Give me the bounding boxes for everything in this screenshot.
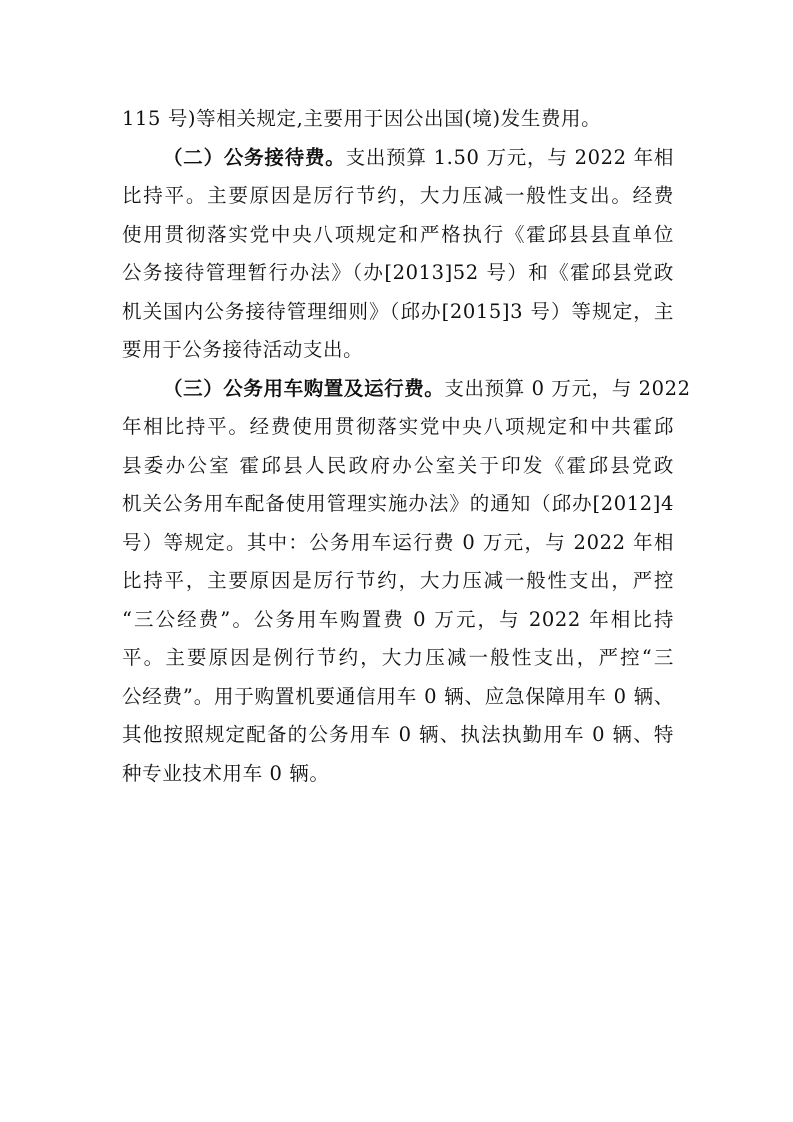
text-line: 其他按照规定配备的公务用车 0 辆、执法执勤用车 0 辆、特 bbox=[122, 723, 674, 746]
paragraph-first-line bbox=[122, 139, 674, 178]
paragraph-first-line bbox=[122, 370, 691, 409]
text-span: 支出预算 0 万元，与 2022 bbox=[444, 376, 691, 400]
text-line: “三公经费”。公务用车购置费 0 万元，与 2022 年相比持 bbox=[122, 607, 674, 631]
text-line: 115 号)等相关规定,主要用于因公出国(境)发生费用。 bbox=[122, 107, 602, 130]
text-line: 县委办公室 霍邱县人民政府办公室关于印发《霍邱县党政 bbox=[122, 453, 674, 477]
text-line: 比持平。主要原因是厉行节约，大力压减一般性支出。经费 bbox=[122, 184, 674, 207]
text-line: 要用于公务接待活动支出。 bbox=[122, 338, 364, 361]
section-heading-reception: （二）公务接待费。 bbox=[163, 145, 346, 169]
paragraph-official-reception bbox=[122, 139, 674, 370]
text-span: 支出预算 1.50 万元，与 2022 年相 bbox=[345, 145, 674, 169]
text-line: 公经费”。用于购置机要通信用车 0 辆、应急保障用车 0 辆、 bbox=[122, 684, 674, 708]
text-line: 比持平，主要原因是厉行节约，大力压减一般性支出，严控 bbox=[122, 569, 674, 592]
text-line: 机关国内公务接待管理细则》（邱办[2015]3 号）等规定，主 bbox=[122, 299, 674, 323]
paragraph-foreign-travel bbox=[122, 100, 674, 139]
document-body bbox=[122, 100, 691, 793]
paragraph-official-vehicles bbox=[122, 370, 691, 794]
text-line: 机关公务用车配备使用管理实施办法》的通知（邱办[2012]4 bbox=[122, 492, 674, 515]
text-line: 公务接待管理暂行办法》（办[2013]52 号）和《霍邱县党政 bbox=[122, 261, 674, 284]
text-line: 平。主要原因是例行节约，大力压减一般性支出，严控“三 bbox=[122, 646, 674, 669]
text-line: 种专业技术用车 0 辆。 bbox=[122, 761, 330, 785]
text-line: 年相比持平。经费使用贯彻落实党中央八项规定和中共霍邱 bbox=[122, 415, 674, 438]
section-heading-vehicles: （三）公务用车购置及运行费。 bbox=[163, 376, 445, 400]
text-line: 号）等规定。其中：公务用车运行费 0 万元，与 2022 年相 bbox=[122, 530, 674, 554]
text-line: 使用贯彻落实党中央八项规定和严格执行《霍邱县县直单位 bbox=[122, 222, 674, 246]
